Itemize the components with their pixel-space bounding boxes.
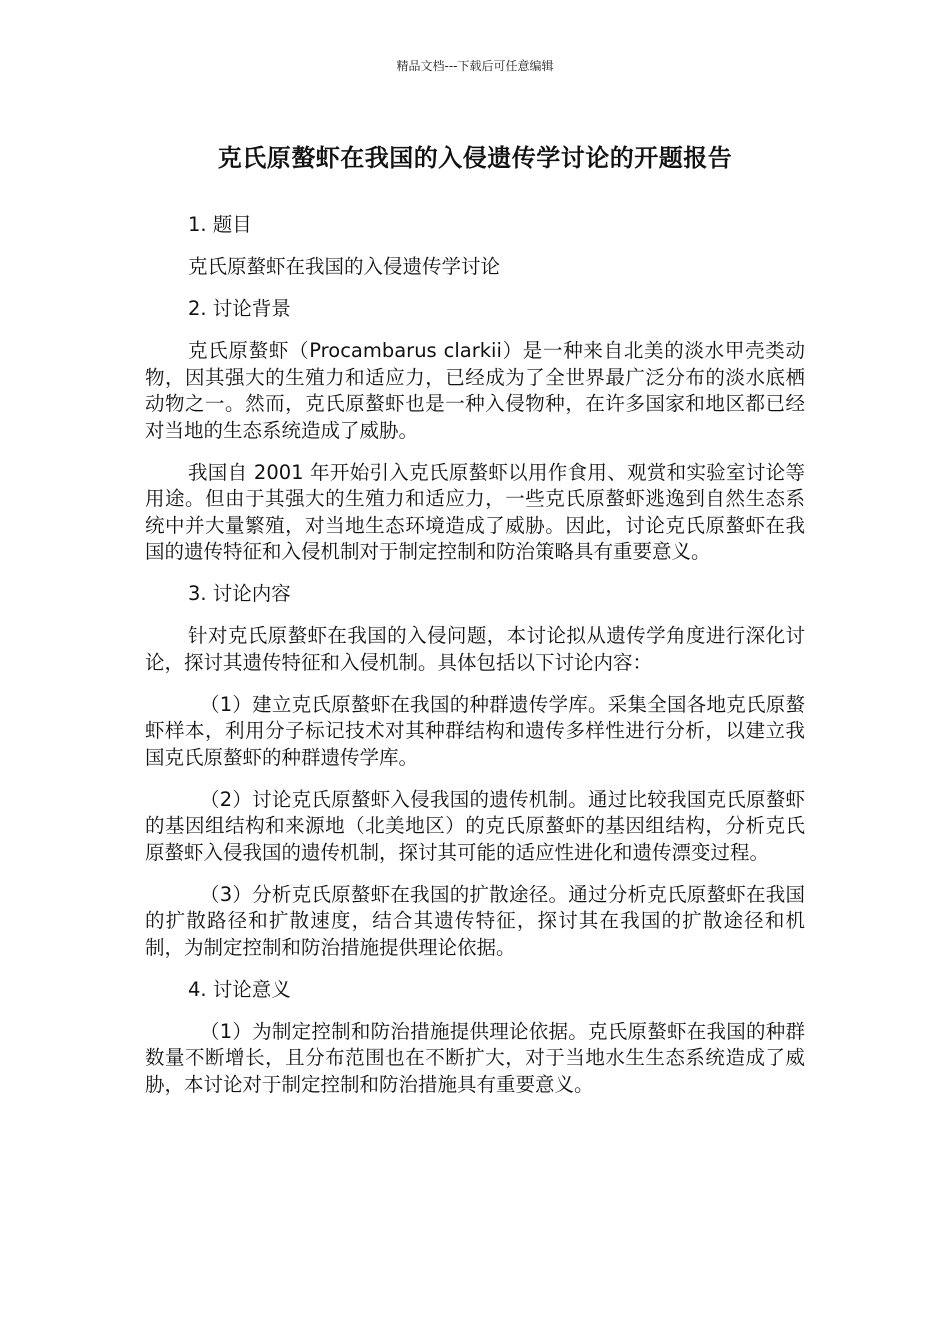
content-intro-paragraph: 针对克氏原螯虾在我国的入侵问题，本讨论拟从遗传学角度进行深化讨论，探讨其遗传特征和入侵机制。具体包括以下讨论内容： (145, 624, 805, 674)
section-heading-background: 2. 讨论背景 (188, 297, 291, 320)
content-item: （1）建立克氏原螯虾在我国的种群遗传学库。采集全国各地克氏原螯虾样本，利用分子标记技术对其种群结构和遗传多样性进行分析，以建立我国克氏原螯虾的种群遗传学库。 (145, 692, 805, 769)
significance-item: （1）为制定控制和防治措施提供理论依据。克氏原螯虾在我国的种群数量不断增长，且分布范围也在不断扩大，对于当地水生生态系统造成了威胁，本讨论对于制定控制和防治措施具有重要意义。 (145, 1019, 805, 1096)
content-item: （3）分析克氏原螯虾在我国的扩散途径。通过分析克氏原螯虾在我国的扩散路径和扩散速度，结合其遗传特征，探讨其在我国的扩散途径和机制，为制定控制和防治措施提供理论依据。 (145, 882, 805, 959)
content-item: （2）讨论克氏原螯虾入侵我国的遗传机制。通过比较我国克氏原螯虾的基因组结构和来源地（北美地区）的克氏原螯虾的基因组结构，分析克氏原螯虾入侵我国的遗传机制，探讨其可能的适应性进化和遗传漂变过程。 (145, 787, 805, 864)
document-title: 克氏原螯虾在我国的入侵遗传学讨论的开题报告 (217, 144, 733, 172)
section-heading-significance: 4. 讨论意义 (188, 977, 291, 1001)
background-paragraph: 我国自 2001 年开始引入克氏原螯虾以用作食用、观赏和实验室讨论等用途。但由于其强大的生殖力和适应力，一些克氏原螯虾逃逸到自然生态系统中并大量繁殖，对当地生态环境造成了威胁。因此，讨论克氏原螯虾在我国的遗传特征和入侵机制对于制定控制和防治策略具有重要意义。 (145, 460, 805, 563)
header-note: 精品文档---下载后可任意编辑 (396, 59, 554, 73)
background-paragraph: 克氏原螯虾（Procambarus clarkii）是一种来自北美的淡水甲壳类动物，因其强大的生殖力和适应力，已经成为了全世界最广泛分布的淡水底栖动物之一。然而，克氏原螯虾也是一种入侵物种，在许多国家和地区都已经对当地的生态系统造成了威胁。 (145, 339, 805, 442)
section-heading-topic: 1. 题目 (188, 213, 252, 236)
document-body (145, 212, 805, 1114)
topic-text: 克氏原螯虾在我国的入侵遗传学讨论 (188, 255, 501, 278)
section-heading-content: 3. 讨论内容 (188, 582, 291, 605)
